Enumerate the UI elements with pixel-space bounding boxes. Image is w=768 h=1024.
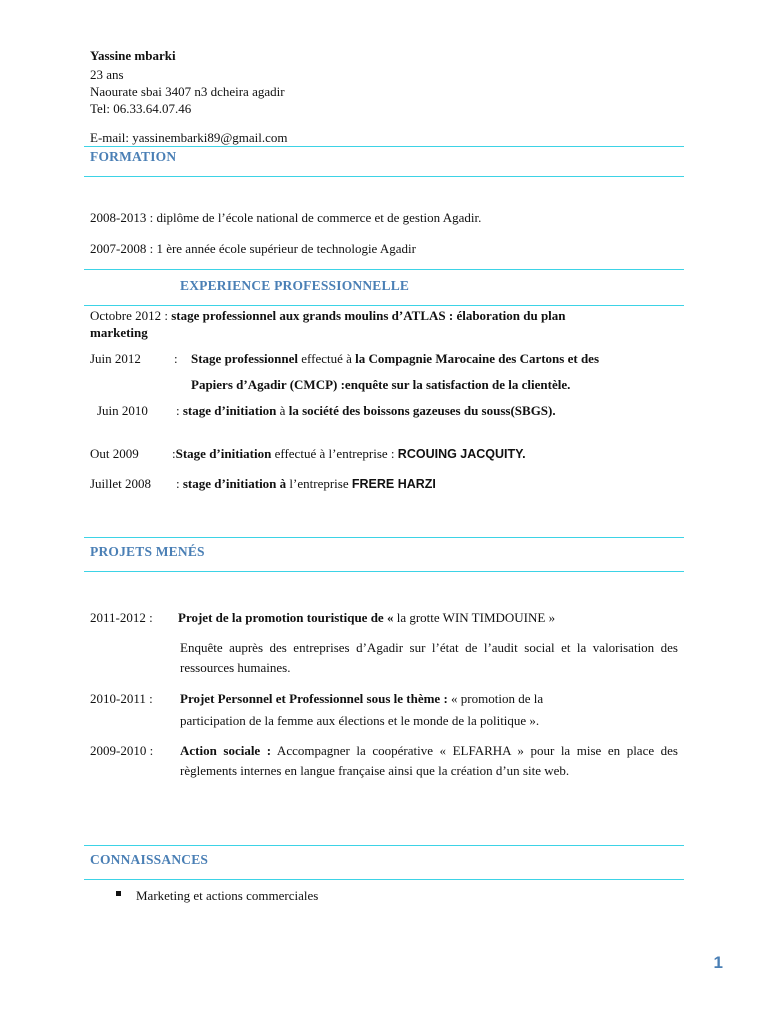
experience-date: Juin 2010	[97, 403, 148, 418]
experience-company: la société des boissons gazeuses du souss(SBGS).	[288, 403, 556, 418]
project-text: « promotion de la	[447, 691, 544, 706]
candidate-phone: Tel: 06.33.64.07.46	[90, 101, 192, 116]
project-item	[178, 610, 555, 626]
section-title-experience: EXPERIENCE PROFESSIONNELLE	[180, 278, 410, 293]
candidate-email: E-mail: yassinembarki89@gmail.com	[90, 130, 288, 145]
experience-date: Juin 2012	[90, 351, 141, 366]
experience-separator: :	[174, 351, 178, 366]
experience-item	[176, 476, 436, 492]
section-divider	[84, 176, 684, 177]
project-title: Projet de la promotion touristique de «	[178, 610, 394, 625]
experience-title: stage d’initiation à	[182, 476, 287, 491]
project-text: la grotte WIN TIMDOUINE »	[393, 610, 556, 625]
experience-date: Juillet 2008	[90, 476, 152, 491]
page-number: 1	[713, 953, 723, 972]
experience-text: effectué à l’entreprise :	[271, 446, 398, 461]
section-title-formation: FORMATION	[90, 149, 177, 164]
section-divider	[84, 537, 684, 538]
project-text: Accompagner la coopérative « ELFARHA » pour la mise en place des règlements internes en langue française ainsi que la création d’un site web.	[180, 743, 678, 778]
experience-separator: :	[172, 446, 176, 461]
project-item	[180, 741, 678, 781]
section-divider	[84, 879, 684, 880]
skill-item: Marketing et actions commerciales	[136, 888, 319, 903]
experience-date: Out 2009	[90, 446, 139, 461]
experience-date: Octobre 2012 :	[90, 308, 168, 323]
candidate-age: 23 ans	[90, 67, 124, 82]
section-divider	[84, 269, 684, 270]
candidate-address: Naourate sbai 3407 n3 dcheira agadir	[90, 84, 285, 99]
project-title: Action sociale :	[180, 743, 272, 758]
experience-title: Stage d’initiation	[175, 446, 272, 461]
experience-text: à	[276, 403, 289, 418]
experience-company: RCOUING JACQUITY.	[397, 447, 526, 461]
project-description: participation de la femme aux élections et le monde de la politique ».	[180, 713, 540, 728]
bullet-icon	[116, 891, 121, 896]
project-date: 2009-2010 :	[90, 743, 154, 758]
experience-title: Stage professionnel	[191, 351, 299, 366]
section-divider	[84, 146, 684, 147]
experience-company: la Compagnie Marocaine des Cartons et des	[355, 351, 600, 366]
experience-text: l’entreprise	[286, 476, 352, 491]
project-date: 2010-2011 :	[90, 691, 153, 706]
experience-company: FRERE HARZI	[351, 477, 436, 491]
section-title-projets: PROJETS MENÉS	[90, 544, 205, 559]
experience-title-continued: marketing	[90, 325, 148, 340]
experience-separator: :	[176, 403, 180, 418]
section-divider	[84, 305, 684, 306]
experience-separator: :	[176, 476, 180, 491]
section-divider	[84, 571, 684, 572]
project-date: 2011-2012 :	[90, 610, 153, 625]
project-title: Projet Personnel et Professionnel sous le thème :	[180, 691, 448, 706]
project-item	[180, 691, 543, 707]
experience-item	[90, 308, 566, 324]
experience-text: effectué à	[298, 351, 356, 366]
candidate-name: Yassine mbarki	[90, 48, 176, 63]
formation-item: 2007-2008 : 1 ère année école supérieur de technologie Agadir	[90, 241, 416, 256]
section-divider	[84, 845, 684, 846]
experience-item	[191, 351, 599, 367]
formation-item: 2008-2013 : diplôme de l’école national de commerce et de gestion Agadir.	[90, 210, 482, 225]
experience-item	[172, 446, 526, 462]
experience-title: stage d’initiation	[182, 403, 277, 418]
project-description: Enquête auprès des entreprises d’Agadir sur l’état de l’audit social et la valorisation des ressources humaines.	[180, 640, 678, 675]
experience-title: stage professionnel aux grands moulins d’ATLAS : élaboration du plan	[171, 308, 566, 323]
section-title-connaissances: CONNAISSANCES	[90, 852, 209, 867]
experience-company-continued: Papiers d’Agadir (CMCP) :enquête sur la satisfaction de la clientèle.	[191, 377, 571, 392]
experience-item	[176, 403, 556, 419]
